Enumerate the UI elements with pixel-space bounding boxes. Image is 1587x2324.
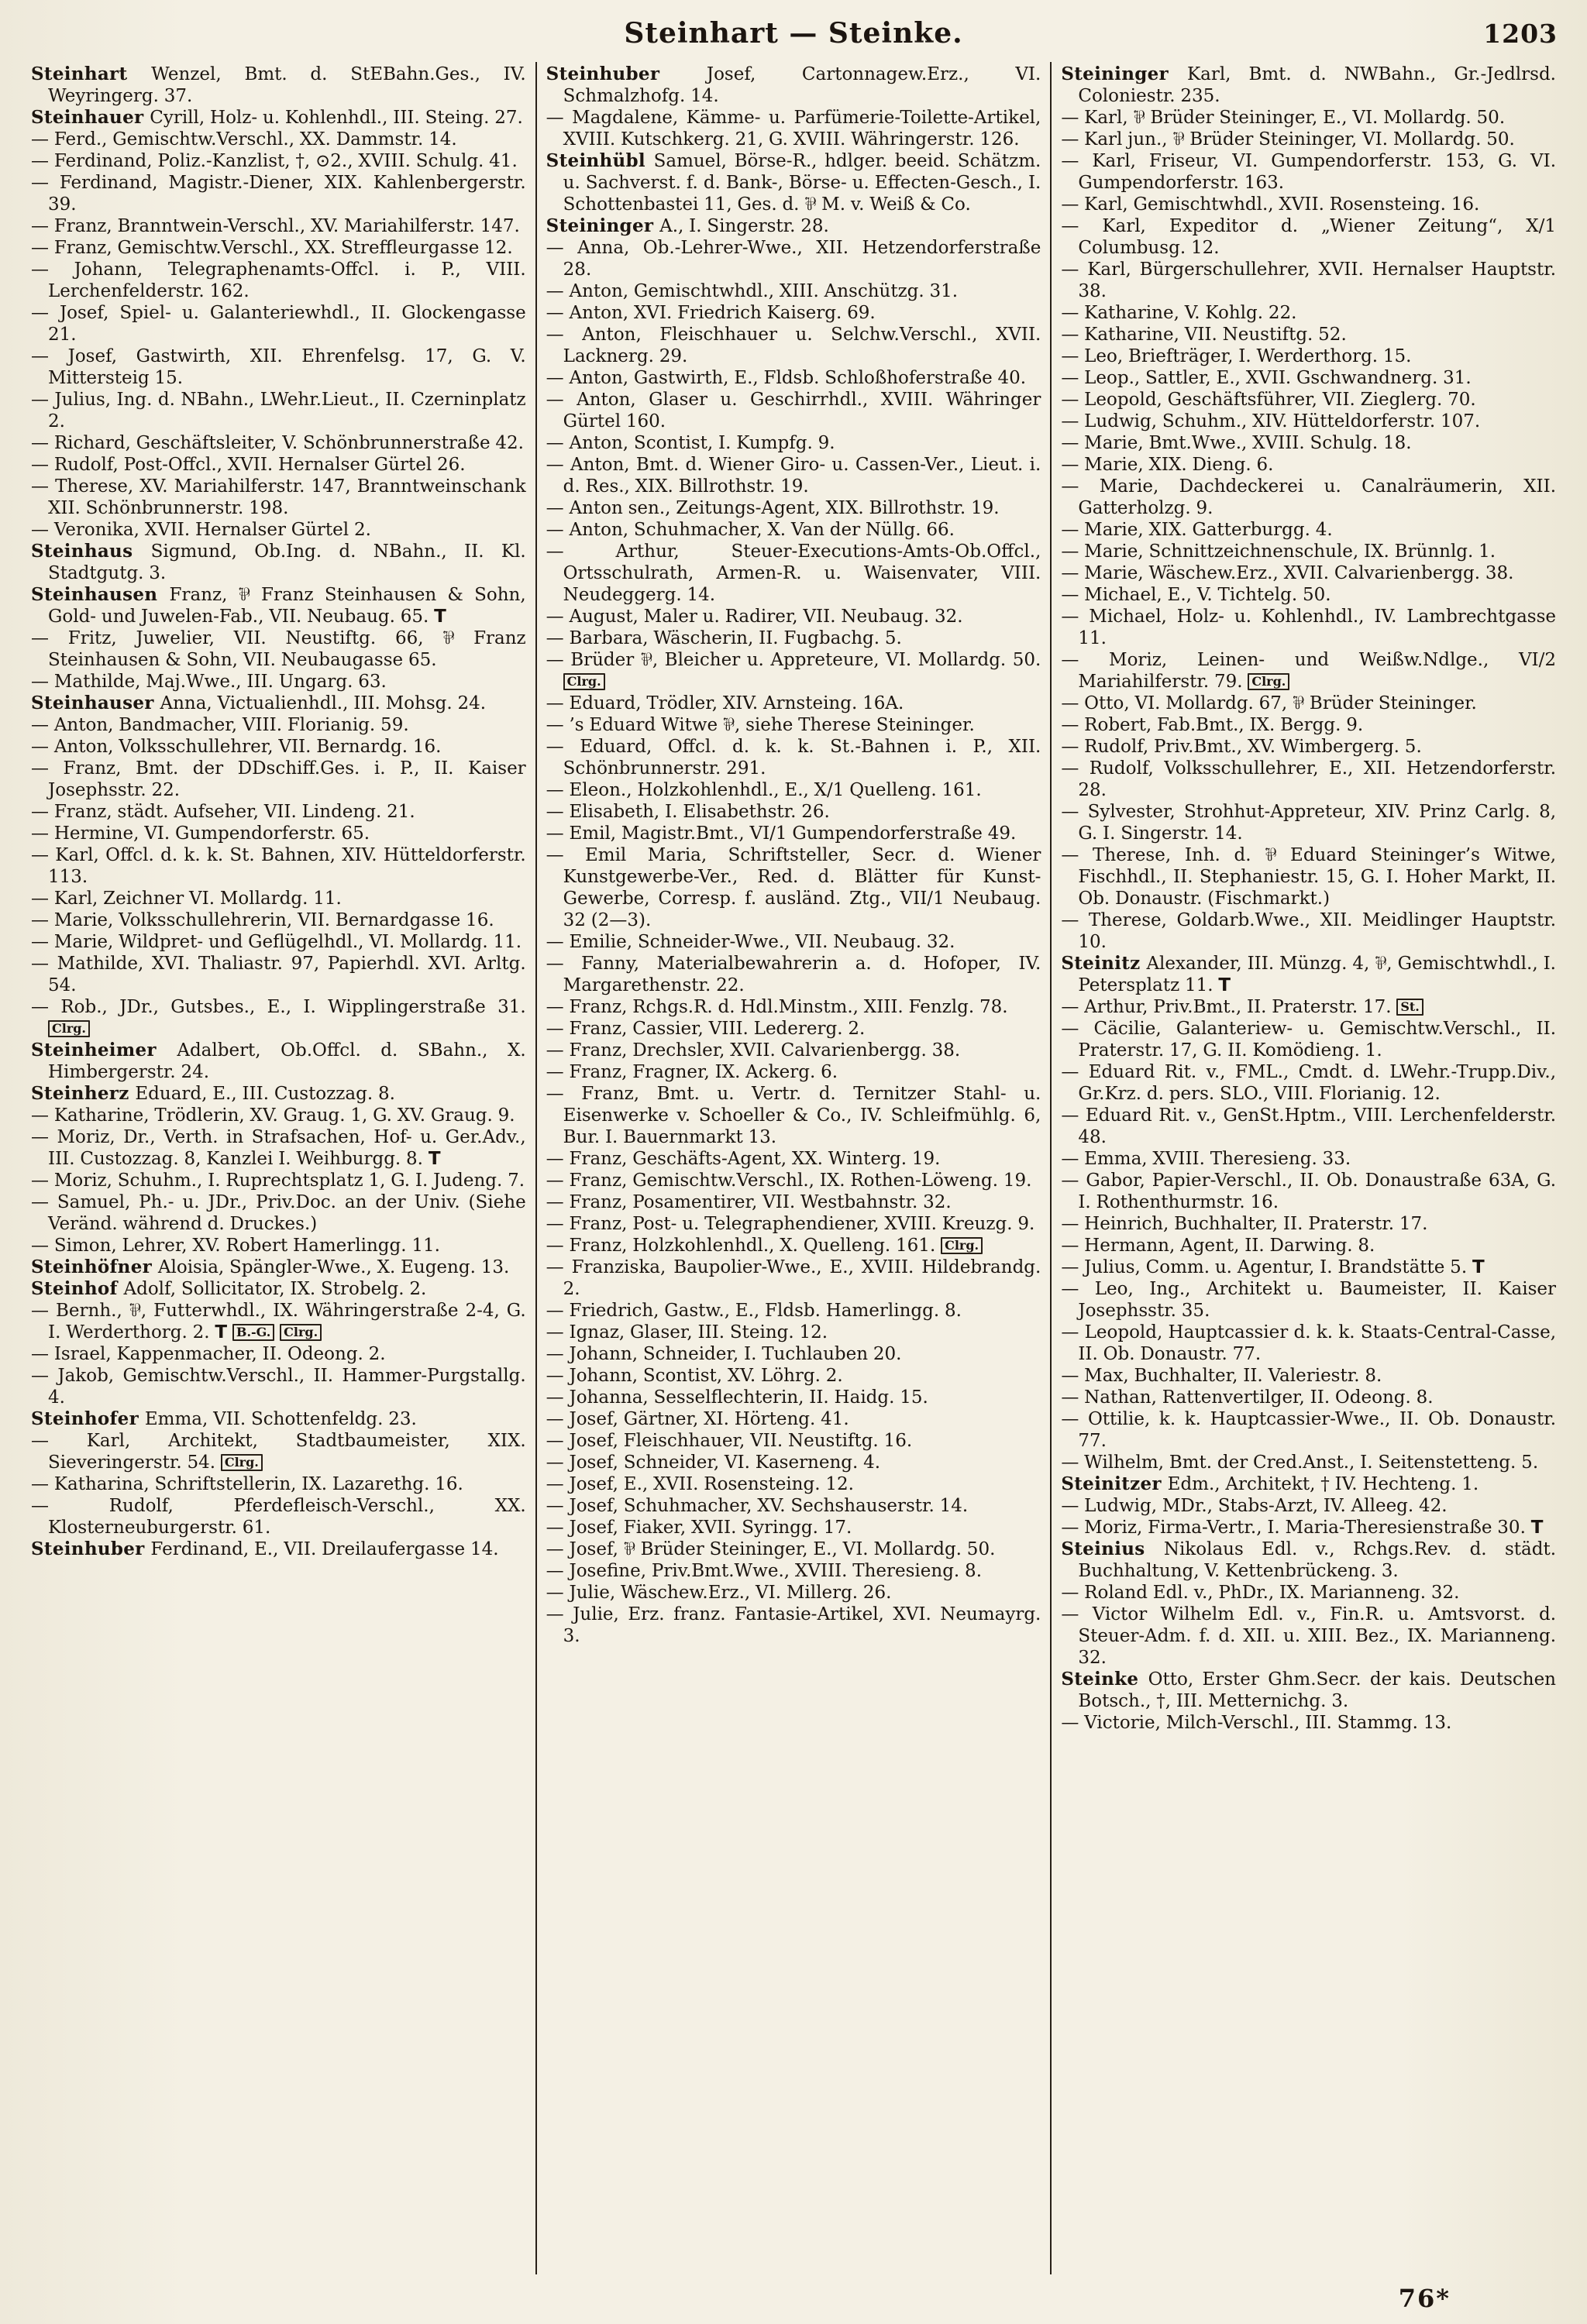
directory-entry: — ’s Eduard Witwe ⅌, siehe Therese Steininger. bbox=[546, 715, 975, 735]
directory-entry: — Franz, Gemischtw.Verschl., XX. Streffleurgasse 12. bbox=[31, 238, 513, 258]
box-mark: Clrg. bbox=[941, 1237, 983, 1254]
directory-entry: — Ferdinand, Poliz.-Kanzlist, †, ⊙2., XVIII. Schulg. 41. bbox=[31, 151, 518, 171]
directory-entry: — Robert, Fab.Bmt., IX. Bergg. 9. bbox=[1061, 715, 1364, 735]
directory-entry: — Franz, Rchgs.R. d. Hdl.Minstm., XIII. Fenzlg. 78. bbox=[546, 997, 1008, 1017]
directory-entry: — Nathan, Rattenvertilger, II. Odeong. 8. bbox=[1061, 1387, 1434, 1408]
directory-entry: — Richard, Geschäftsleiter, V. Schönbrunnerstraße 42. bbox=[31, 433, 524, 453]
directory-entry: — Anton, Volksschullehrer, VII. Bernardg. 16. bbox=[31, 737, 442, 757]
directory-entry: — Friedrich, Gastw., E., Fldsb. Hamerlingg. 8. bbox=[546, 1301, 962, 1321]
directory-entry: — Marie, Schnittzeichnenschule, IX. Brünnlg. 1. bbox=[1061, 541, 1496, 562]
directory-entry: — Victorie, Milch-Verschl., III. Stammg. 13. bbox=[1061, 1713, 1452, 1733]
page-title: Steinhart — Steinke. bbox=[624, 17, 963, 50]
directory-columns bbox=[22, 62, 1565, 2274]
directory-entry: — Josef, Spiel- u. Galanteriewhdl., II. Glockengasse 21. bbox=[31, 303, 526, 345]
directory-entry: — August, Maler u. Radirer, VII. Neubaug. 32. bbox=[546, 607, 963, 627]
directory-entry: Steinhuber Ferdinand, E., VII. Dreilaufergasse 14. bbox=[31, 1538, 499, 1559]
directory-entry: — Samuel, Ph.- u. JDr., Priv.Doc. an der Univ. (Siehe Veränd. während d. Druckes.) bbox=[31, 1192, 526, 1234]
entry-surname: Steinhart bbox=[31, 64, 152, 84]
directory-entry: — Ferdinand, Magistr.-Diener, XIX. Kahlenbergerstr. 39. bbox=[31, 173, 526, 215]
box-mark: Clrg. bbox=[221, 1454, 263, 1471]
directory-entry: — Anton, Fleischhauer u. Selchw.Verschl., XVII. Lacknerg. 29. bbox=[546, 325, 1041, 366]
directory-entry: — Josef, Gärtner, XI. Hörteng. 41. bbox=[546, 1409, 849, 1429]
directory-entry: — Katharine, VII. Neustiftg. 52. bbox=[1061, 325, 1347, 345]
directory-entry: — Josef, E., XVII. Rosensteing. 12. bbox=[546, 1474, 854, 1494]
entry-surname: Steinheimer bbox=[31, 1040, 177, 1061]
directory-entry: — Josef, ⅌ Brüder Steininger, E., VI. Mollardg. 50. bbox=[546, 1539, 996, 1559]
directory-entry: — Josef, Fleischhauer, VII. Neustiftg. 16. bbox=[546, 1431, 913, 1451]
entry-surname: Steinitz bbox=[1061, 953, 1147, 974]
entry-surname: Steinhaus bbox=[31, 541, 151, 562]
directory-entry: Steininger A., I. Singerstr. 28. bbox=[546, 215, 829, 236]
directory-entry: — Karl, Friseur, VI. Gumpendorferstr. 153, G. VI. Gumpendorferstr. 163. bbox=[1061, 151, 1557, 193]
directory-entry: Steinke Otto, Erster Ghm.Secr. der kais. Deutschen Botsch., †, III. Metternichg. 3. bbox=[1061, 1669, 1556, 1711]
box-mark: Clrg. bbox=[563, 673, 605, 690]
directory-entry: — Ferd., Gemischtw.Verschl., XX. Dammstr. 14. bbox=[31, 129, 457, 150]
directory-entry: — Rob., JDr., Gutsbes., E., I. Wipplingerstraße 31. Clrg. bbox=[31, 997, 526, 1036]
directory-entry: Steinhauer Cyrill, Holz- u. Kohlenhdl., III. Steing. 27. bbox=[31, 107, 523, 128]
directory-entry: Steinheimer Adalbert, Ob.Offcl. d. SBahn., X. Himbergerstr. 24. bbox=[31, 1040, 526, 1082]
telephone-mark: T bbox=[434, 607, 446, 627]
directory-entry: — Veronika, XVII. Hernalser Gürtel 2. bbox=[31, 520, 371, 540]
directory-entry: — Fritz, Juwelier, VII. Neustiftg. 66, ⅌ Franz Steinhausen & Sohn, VII. Neubaugasse 65. bbox=[31, 628, 526, 670]
directory-entry: — Eduard Rit. v., FML., Cmdt. d. LWehr.-Trupp.Div., Gr.Krz. d. pers. SLO., VIII. Florianig. 12. bbox=[1061, 1062, 1557, 1104]
directory-entry: — Franz, Cassier, VIII. Ledererg. 2. bbox=[546, 1019, 866, 1039]
directory-entry: — Mathilde, XVI. Thaliastr. 97, Papierhdl. XVI. Arltg. 54. bbox=[31, 954, 526, 995]
directory-entry: — Eduard, Trödler, XIV. Arnsteing. 16A. bbox=[546, 693, 904, 713]
box-mark: B.-G. bbox=[232, 1324, 274, 1341]
directory-entry: — Marie, Dachdeckerei u. Canalräumerin, XII. Gatterholzg. 9. bbox=[1061, 476, 1557, 518]
box-mark: Clrg. bbox=[48, 1020, 90, 1037]
directory-entry: — Katharine, Trödlerin, XV. Graug. 1, G. XV. Graug. 9. bbox=[31, 1105, 515, 1126]
directory-entry: — Anton, Gastwirth, E., Fldsb. Schloßhoferstraße 40. bbox=[546, 368, 1027, 388]
directory-entry: Steinhuber Josef, Cartonnagew.Erz., VI. Schmalzhofg. 14. bbox=[546, 64, 1041, 106]
entry-surname: Steinke bbox=[1061, 1669, 1148, 1690]
entry-surname: Steinhöfner bbox=[31, 1257, 158, 1277]
directory-entry: — Mathilde, Maj.Wwe., III. Ungarg. 63. bbox=[31, 672, 387, 692]
directory-entry: — Therese, Goldarb.Wwe., XII. Meidlinger Hauptstr. 10. bbox=[1061, 910, 1557, 952]
directory-entry: — Franz, Branntwein-Verschl., XV. Mariahilferstr. 147. bbox=[31, 216, 520, 236]
directory-entry: — Bernh., ⅌, Futterwhdl., IX. Währingerstraße 2-4, G. I. Werderthorg. 2. T B.-G. Clrg. bbox=[31, 1301, 526, 1342]
directory-entry: — Julius, Comm. u. Agentur, I. Brandstätte 5. T bbox=[1061, 1257, 1485, 1277]
directory-entry: — Karl, Expeditor d. „Wiener Zeitung“, X/1 Columbusg. 12. bbox=[1061, 216, 1557, 258]
directory-entry: — Julie, Erz. franz. Fantasie-Artikel, XVI. Neumayrg. 3. bbox=[546, 1604, 1041, 1646]
directory-entry: — Emil, Magistr.Bmt., VI/1 Gumpendorferstraße 49. bbox=[546, 823, 1017, 844]
box-mark: Clrg. bbox=[280, 1324, 322, 1341]
entry-surname: Steinhauser bbox=[31, 693, 160, 713]
directory-entry: — Franz, Gemischtw.Verschl., IX. Rothen-Löweng. 19. bbox=[546, 1171, 1032, 1191]
directory-entry: — Johanna, Sesselflechterin, II. Haidg. 15. bbox=[546, 1387, 928, 1408]
directory-entry: — Franz, Bmt. der DDschiff.Ges. i. P., II. Kaiser Josephsstr. 22. bbox=[31, 758, 526, 800]
directory-entry: — Therese, Inh. d. ⅌ Eduard Steininger’s Witwe, Fischhdl., II. Stephaniestr. 15, G. I. Hoher Markt, II. Ob. Donaustr. (Fischmarkt.) bbox=[1061, 845, 1557, 909]
directory-entry: — Elisabeth, I. Elisabethstr. 26. bbox=[546, 802, 830, 822]
directory-entry: — Franz, städt. Aufseher, VII. Lindeng. 21. bbox=[31, 802, 415, 822]
telephone-mark: T bbox=[1530, 1518, 1544, 1538]
directory-entry: Steininger Karl, Bmt. d. NWBahn., Gr.-Jedlrsd. Coloniestr. 235. bbox=[1061, 64, 1556, 106]
directory-entry: — Karl, Architekt, Stadtbaumeister, XIX. Sieveringerstr. 54. Clrg. bbox=[31, 1431, 526, 1473]
entry-surname: Steinhuber bbox=[31, 1538, 151, 1559]
directory-entry: — Franziska, Baupolier-Wwe., E., XVIII. Hildebrandg. 2. bbox=[546, 1257, 1041, 1299]
directory-entry: — Karl, Gemischtwhdl., XVII. Rosensteing. 16. bbox=[1061, 194, 1480, 215]
directory-entry: — Leop., Sattler, E., XVII. Gschwandnerg. 31. bbox=[1061, 368, 1472, 388]
directory-entry: — Eleon., Holzkohlenhdl., E., X/1 Quelleng. 161. bbox=[546, 780, 982, 800]
telephone-mark: T bbox=[428, 1149, 441, 1169]
directory-entry: — Anton, Gemischtwhdl., XIII. Anschützg. 31. bbox=[546, 281, 959, 301]
directory-entry: Steinhofer Emma, VII. Schottenfeldg. 23. bbox=[31, 1408, 417, 1429]
directory-entry: — Josef, Schneider, VI. Kaserneng. 4. bbox=[546, 1452, 881, 1473]
directory-entry: — Franz, Fragner, IX. Ackerg. 6. bbox=[546, 1062, 838, 1082]
entry-surname: Steinius bbox=[1061, 1538, 1164, 1559]
directory-entry: — Roland Edl. v., PhDr., IX. Marianneng. 32. bbox=[1061, 1583, 1460, 1603]
entry-surname: Steinhofer bbox=[31, 1408, 145, 1429]
directory-entry: — Michael, Holz- u. Kohlenhdl., IV. Lambrechtgasse 11. bbox=[1061, 607, 1557, 648]
box-mark: Clrg. bbox=[1248, 673, 1289, 690]
directory-entry: — Ottilie, k. k. Hauptcassier-Wwe., II. Ob. Donaustr. 77. bbox=[1061, 1409, 1557, 1451]
telephone-mark: T bbox=[1472, 1257, 1485, 1277]
entry-surname: Steininger bbox=[1061, 64, 1187, 84]
directory-entry: — Julie, Wäschew.Erz., VI. Millerg. 26. bbox=[546, 1583, 892, 1603]
directory-entry: Steinitzer Edm., Architekt, † IV. Hechteng. 1. bbox=[1061, 1473, 1479, 1494]
directory-entry: — Franz, Geschäfts-Agent, XX. Winterg. 19. bbox=[546, 1149, 941, 1169]
directory-entry: — Rudolf, Priv.Bmt., XV. Wimbergerg. 5. bbox=[1061, 737, 1422, 757]
directory-entry: — Johann, Schneider, I. Tuchlauben 20. bbox=[546, 1344, 902, 1364]
directory-entry: — Leopold, Geschäftsführer, VII. Zieglerg. 70. bbox=[1061, 390, 1476, 410]
directory-entry: — Cäcilie, Galanteriew- u. Gemischtw.Verschl., II. Praterstr. 17, G. II. Komödieng. 1. bbox=[1061, 1019, 1557, 1061]
directory-entry: — Marie, Bmt.Wwe., XVIII. Schulg. 18. bbox=[1061, 433, 1412, 453]
directory-entry: — Emma, XVIII. Theresieng. 33. bbox=[1061, 1149, 1351, 1169]
directory-entry: — Anton, Glaser u. Geschirrhdl., XVIII. Währinger Gürtel 160. bbox=[546, 390, 1041, 431]
directory-entry: — Simon, Lehrer, XV. Robert Hamerlingg. 11. bbox=[31, 1236, 440, 1256]
entry-surname: Steinitzer bbox=[1061, 1473, 1168, 1494]
directory-entry: — Franz, Holzkohlenhdl., X. Quelleng. 161. Clrg. bbox=[546, 1235, 1041, 1257]
directory-entry: — Israel, Kappenmacher, II. Odeong. 2. bbox=[31, 1344, 386, 1364]
directory-entry: — Barbara, Wäscherin, II. Fugbachg. 5. bbox=[546, 628, 902, 648]
directory-entry: — Josef, Schuhmacher, XV. Sechshauserstr. 14. bbox=[546, 1496, 969, 1516]
directory-entry: — Max, Buchhalter, II. Valeriestr. 8. bbox=[1061, 1366, 1382, 1386]
directory-entry: — Marie, Volksschullehrerin, VII. Bernardgasse 16. bbox=[31, 910, 494, 930]
column-1 bbox=[22, 62, 535, 2274]
directory-entry: — Emil Maria, Schriftsteller, Secr. d. Wiener Kunstgewerbe-Ver., Red. d. Blätter für Kunst-Gewerbe, Corresp. f. ausländ. Ztg., VII/1 Neubaug. 32 (2—3). bbox=[546, 845, 1041, 930]
column-2 bbox=[535, 62, 1051, 2274]
directory-entry: — Rudolf, Volksschullehrer, E., XII. Hetzendorferstr. 28. bbox=[1061, 758, 1557, 800]
directory-entry: — Gabor, Papier-Verschl., II. Ob. Donaustraße 63A, G. I. Rothenthurmstr. 16. bbox=[1061, 1171, 1557, 1212]
telephone-mark: T bbox=[215, 1322, 228, 1342]
directory-entry: — Josef, Fiaker, XVII. Syringg. 17. bbox=[546, 1518, 852, 1538]
directory-entry: Steinherz Eduard, E., III. Custozzag. 8. bbox=[31, 1083, 395, 1104]
directory-entry: — Anna, Ob.-Lehrer-Wwe., XII. Hetzendorferstraße 28. bbox=[546, 238, 1041, 280]
directory-entry: — Otto, VI. Mollardg. 67, ⅌ Brüder Steininger. bbox=[1061, 693, 1477, 713]
directory-entry: — Karl, Offcl. d. k. k. St. Bahnen, XIV. Hütteldorferstr. 113. bbox=[31, 845, 526, 887]
directory-entry: — Karl, Zeichner VI. Mollardg. 11. bbox=[31, 889, 342, 909]
entry-surname: Steinhuber bbox=[546, 64, 707, 84]
directory-entry: — Anton, Bandmacher, VIII. Florianig. 59. bbox=[31, 715, 409, 735]
directory-entry: Steinhart Wenzel, Bmt. d. StEBahn.Ges., IV. Weyringerg. 37. bbox=[31, 64, 526, 106]
directory-entry: — Heinrich, Buchhalter, II. Praterstr. 17. bbox=[1061, 1214, 1428, 1234]
directory-entry: Steinhübl Samuel, Börse-R., hdlger. beeid. Schätzm. u. Sachverst. f. d. Bank-, Börse- u. Effecten-Gesch., I. Schottenbastei 11, Ges. d. ⅌ M. v. Weiß & Co. bbox=[546, 150, 1041, 215]
entry-surname: Steinherz bbox=[31, 1083, 136, 1104]
directory-entry: Steinitz Alexander, III. Münzg. 4, ⅌, Gemischtwhdl., I. Petersplatz 11. T bbox=[1061, 953, 1556, 995]
directory-entry: — Katharina, Schriftstellerin, IX. Lazarethg. 16. bbox=[31, 1474, 463, 1494]
directory-entry: — Leopold, Hauptcassier d. k. k. Staats-Central-Casse, II. Ob. Donaustr. 77. bbox=[1061, 1322, 1557, 1364]
directory-entry: — Victor Wilhelm Edl. v., Fin.R. u. Amtsvorst. d. Steuer-Adm. f. d. XII. u. XIII. Bez., IX. Marianneng. 32. bbox=[1061, 1604, 1557, 1668]
box-mark: St. bbox=[1396, 999, 1423, 1016]
directory-entry: — Anton, Scontist, I. Kumpfg. 9. bbox=[546, 433, 835, 453]
directory-entry: — Magdalene, Kämme- u. Parfümerie-Toilette-Artikel, XVIII. Kutschkerg. 21, G. XVIII. Währingerstr. 126. bbox=[546, 108, 1041, 150]
directory-entry: — Arthur, Priv.Bmt., II. Praterstr. 17. St. bbox=[1061, 996, 1556, 1018]
entry-surname: Steinhausen bbox=[31, 584, 170, 605]
directory-entry: — Fanny, Materialbewahrerin a. d. Hofoper, IV. Margarethenstr. 22. bbox=[546, 954, 1041, 995]
directory-entry: — Anton, Schuhmacher, X. Van der Nüllg. 66. bbox=[546, 520, 955, 540]
page-footer bbox=[1399, 2284, 1451, 2313]
directory-entry: — Karl, Bürgerschullehrer, XVII. Hernalser Hauptstr. 38. bbox=[1061, 260, 1557, 301]
printer-signature: 76* bbox=[1398, 2284, 1451, 2313]
entry-surname: Steinhof bbox=[31, 1278, 124, 1299]
directory-entry: — Emilie, Schneider-Wwe., VII. Neubaug. 32. bbox=[546, 932, 955, 952]
directory-entry: — Franz, Bmt. u. Vertr. d. Ternitzer Stahl- u. Eisenwerke v. Schoeller & Co., IV. Schleifmühlg. 6, Bur. I. Bauernmarkt 13. bbox=[546, 1084, 1041, 1147]
directory-entry: — Katharine, V. Kohlg. 22. bbox=[1061, 303, 1297, 323]
directory-entry: — Marie, XIX. Dieng. 6. bbox=[1061, 455, 1274, 475]
directory-entry: — Anton, Bmt. d. Wiener Giro- u. Cassen-Ver., Lieut. i. d. Res., XIX. Billrothstr. 19. bbox=[546, 455, 1041, 497]
directory-entry: — Rudolf, Post-Offcl., XVII. Hernalser Gürtel 26. bbox=[31, 455, 466, 475]
entry-surname: Steinhübl bbox=[546, 150, 654, 171]
directory-entry: — Ludwig, Schuhm., XIV. Hütteldorferstr. 107. bbox=[1061, 411, 1481, 431]
directory-entry: Steinhausen Franz, ⅌ Franz Steinhausen & Sohn, Gold- und Juwelen-Fab., VII. Neubaug. 65. T bbox=[31, 584, 526, 627]
directory-entry: Steinhöfner Aloisia, Spängler-Wwe., X. Eugeng. 13. bbox=[31, 1257, 510, 1277]
directory-entry: — Hermine, VI. Gumpendorferstr. 65. bbox=[31, 823, 370, 844]
directory-entry: — Eduard Rit. v., GenSt.Hptm., VIII. Lerchenfelderstr. 48. bbox=[1061, 1105, 1557, 1147]
directory-entry: — Josefine, Priv.Bmt.Wwe., XVIII. Theresieng. 8. bbox=[546, 1561, 982, 1581]
directory-entry: — Leo, Briefträger, I. Werderthorg. 15. bbox=[1061, 346, 1412, 366]
directory-entry: — Jakob, Gemischtw.Verschl., II. Hammer-Purgstallg. 4. bbox=[31, 1366, 526, 1408]
directory-entry: Steinhaus Sigmund, Ob.Ing. d. NBahn., II. Kl. Stadtgutg. 3. bbox=[31, 541, 526, 583]
directory-entry: — Brüder ⅌, Bleicher u. Appreteure, VI. Mollardg. 50. Clrg. bbox=[546, 650, 1041, 689]
directory-entry: Steinhauser Anna, Victualienhdl., III. Mohsg. 24. bbox=[31, 693, 487, 713]
directory-entry: Steinhof Adolf, Sollicitator, IX. Strobelg. 2. bbox=[31, 1278, 427, 1299]
directory-entry: Steinius Nikolaus Edl. v., Rchgs.Rev. d. städt. Buchhaltung, V. Kettenbrückeng. 3. bbox=[1061, 1538, 1557, 1581]
directory-entry: — Arthur, Steuer-Executions-Amts-Ob.Offcl., Ortsschulrath, Armen-R. u. Waisenvater, VIII. Neudeggerg. 14. bbox=[546, 541, 1041, 605]
directory-entry: — Marie, Wildpret- und Geflügelhdl., VI. Mollardg. 11. bbox=[31, 932, 522, 952]
directory-entry: — Marie, XIX. Gatterburgg. 4. bbox=[1061, 520, 1333, 540]
directory-entry: — Moriz, Dr., Verth. in Strafsachen, Hof- u. Ger.Adv., III. Custozzag. 8, Kanzlei I. Weihburgg. 8. T bbox=[31, 1127, 526, 1169]
directory-entry: — Johann, Scontist, XV. Löhrg. 2. bbox=[546, 1366, 843, 1386]
directory-entry: — Rudolf, Pferdefleisch-Verschl., XX. Klosterneuburgerstr. 61. bbox=[31, 1496, 526, 1538]
directory-entry: — Karl jun., ⅌ Brüder Steininger, VI. Mollardg. 50. bbox=[1061, 129, 1515, 150]
directory-entry: — Leo, Ing., Architekt u. Baumeister, II. Kaiser Josephsstr. 35. bbox=[1061, 1279, 1557, 1321]
telephone-mark: T bbox=[1218, 975, 1231, 995]
page-header bbox=[22, 17, 1565, 57]
page-number: 1203 bbox=[1483, 19, 1558, 49]
directory-entry: — Julius, Ing. d. NBahn., LWehr.Lieut., II. Czerninplatz 2. bbox=[31, 390, 526, 431]
directory-entry: — Franz, Post- u. Telegraphendiener, XVIII. Kreuzg. 9. bbox=[546, 1214, 1035, 1234]
directory-entry: — Josef, Gastwirth, XII. Ehrenfelsg. 17, G. V. Mittersteig 15. bbox=[31, 346, 526, 388]
directory-entry: — Franz, Posamentirer, VII. Westbahnstr. 32. bbox=[546, 1192, 952, 1212]
directory-entry: — Wilhelm, Bmt. der Cred.Anst., I. Seitenstetteng. 5. bbox=[1061, 1452, 1539, 1473]
directory-entry: — Karl, ⅌ Brüder Steininger, E., VI. Mollardg. 50. bbox=[1061, 108, 1506, 128]
directory-entry: — Johann, Telegraphenamts-Offcl. i. P., VIII. Lerchenfelderstr. 162. bbox=[31, 260, 526, 301]
column-3 bbox=[1050, 62, 1565, 2274]
directory-entry: — Moriz, Leinen- und Weißw.Ndlge., VI/2 Mariahilferstr. 79. Clrg. bbox=[1061, 650, 1557, 692]
directory-entry: — Moriz, Schuhm., I. Ruprechtsplatz 1, G. I. Judeng. 7. bbox=[31, 1171, 525, 1191]
directory-entry: — Marie, Wäschew.Erz., XVII. Calvarienbergg. 38. bbox=[1061, 563, 1514, 583]
directory-entry: — Franz, Drechsler, XVII. Calvarienbergg. 38. bbox=[546, 1040, 961, 1061]
directory-entry: — Ignaz, Glaser, III. Steing. 12. bbox=[546, 1322, 828, 1342]
directory-entry: — Michael, E., V. Tichtelg. 50. bbox=[1061, 585, 1331, 605]
directory-entry: — Anton sen., Zeitungs-Agent, XIX. Billrothstr. 19. bbox=[546, 498, 1000, 518]
directory-entry: — Therese, XV. Mariahilferstr. 147, Branntweinschank XII. Schönbrunnerstr. 198. bbox=[31, 476, 526, 518]
directory-entry: — Eduard, Offcl. d. k. k. St.-Bahnen i. P., XII. Schönbrunnerstr. 291. bbox=[546, 737, 1041, 779]
directory-entry: — Ludwig, MDr., Stabs-Arzt, IV. Alleeg. 42. bbox=[1061, 1496, 1448, 1516]
directory-entry: — Anton, XVI. Friedrich Kaiserg. 69. bbox=[546, 303, 876, 323]
directory-entry: — Moriz, Firma-Vertr., I. Maria-Theresienstraße 30. T bbox=[1061, 1518, 1544, 1538]
directory-entry: — Sylvester, Strohhut-Appreteur, XIV. Prinz Carlg. 8, G. I. Singerstr. 14. bbox=[1061, 802, 1557, 844]
directory-entry: — Hermann, Agent, II. Darwing. 8. bbox=[1061, 1236, 1375, 1256]
entry-surname: Steininger bbox=[546, 215, 660, 236]
entry-surname: Steinhauer bbox=[31, 107, 150, 128]
